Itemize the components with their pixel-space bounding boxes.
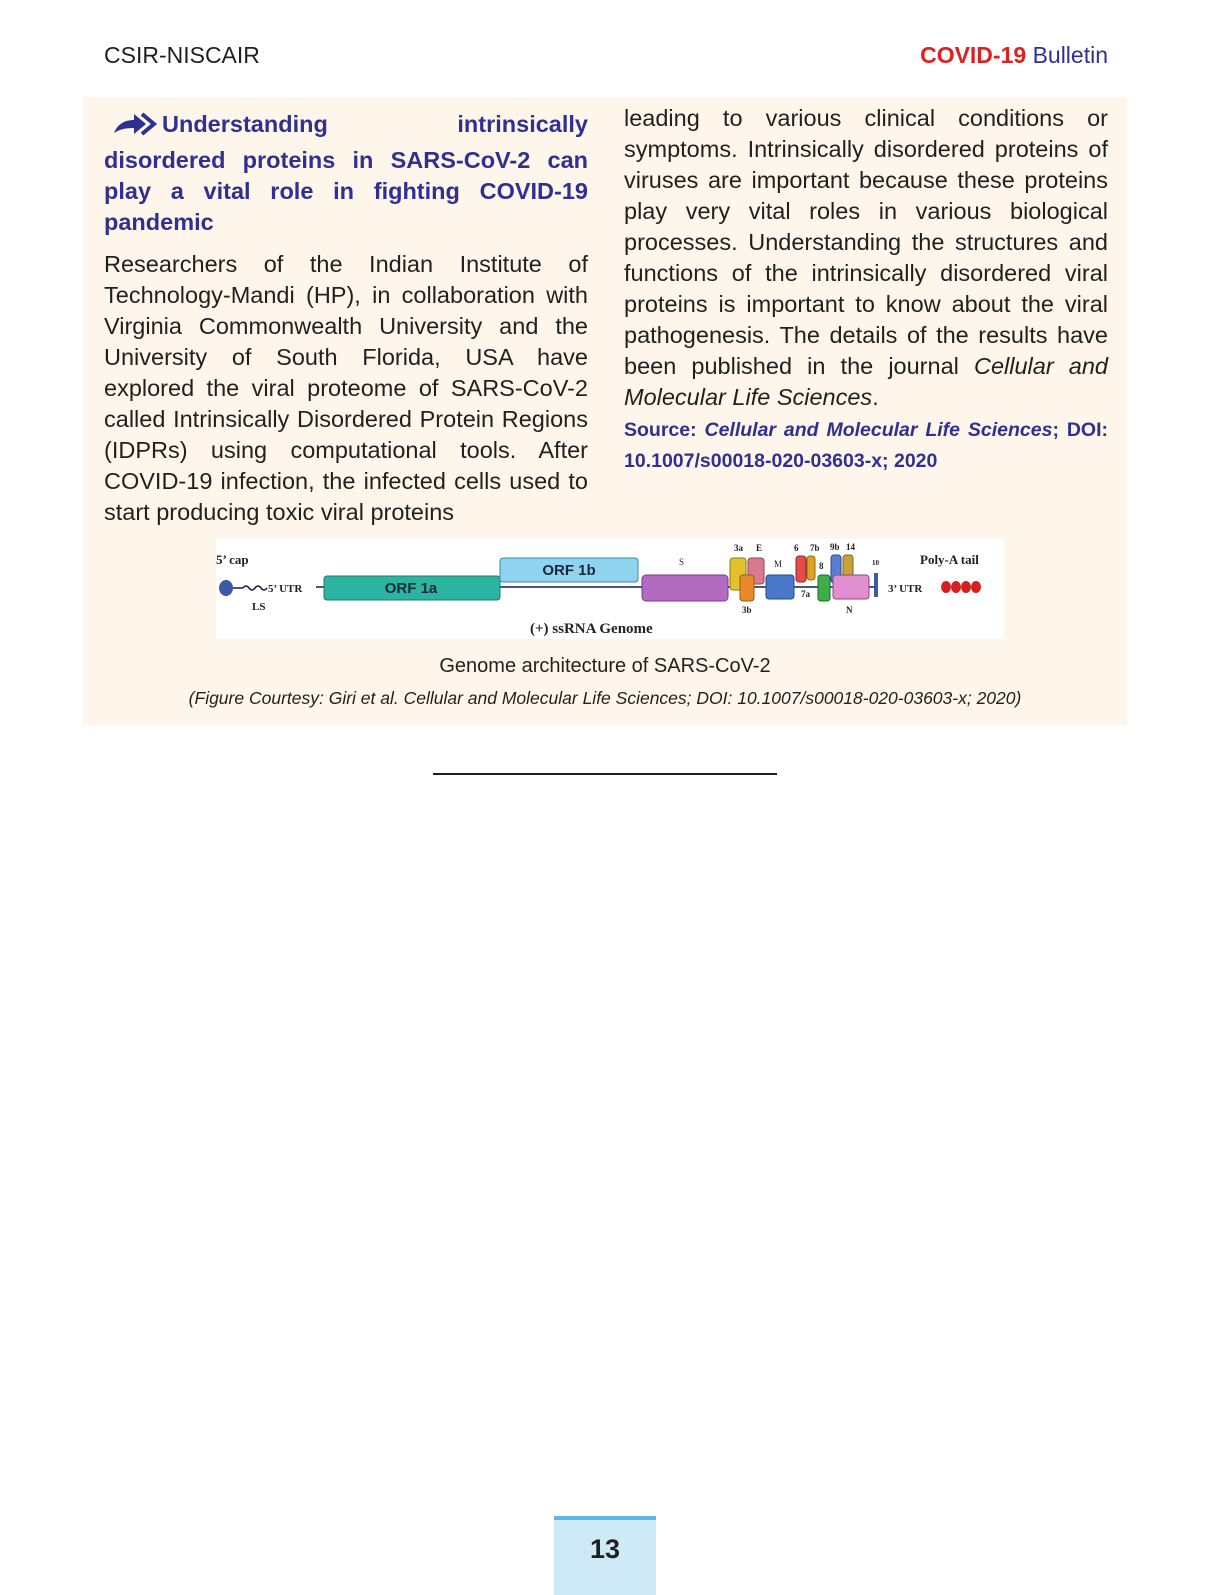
polya-bead-3 <box>961 581 971 593</box>
figure-courtesy: (Figure Courtesy: Giri et al. Cellular and Molecular Life Sciences; DOI: 10.1007/s00018-020-03603-x; 2020) <box>188 688 1022 708</box>
journal-end: . <box>872 384 879 410</box>
source-citation <box>624 415 1108 477</box>
label-7b: 7b <box>810 543 820 553</box>
gene-m <box>766 575 794 599</box>
label-s: S <box>679 557 685 567</box>
label-polya: Poly-A tail <box>920 552 979 567</box>
label-3a: 3a <box>734 543 743 553</box>
genome-figure <box>216 539 1004 639</box>
article-title: Understanding intrinsically disordered proteins in SARS-CoV-2 can play a vital role in fighting COVID-19 pandemic <box>104 111 588 235</box>
label-5-utr: 5’ UTR <box>268 583 303 595</box>
double-arrow-icon <box>112 111 158 145</box>
label-14: 14 <box>846 542 855 552</box>
label-10: 10 <box>872 559 879 567</box>
label-5-cap: 5’ cap <box>216 552 249 567</box>
header-bulletin-label: Bulletin <box>1032 42 1108 68</box>
label-ls: LS <box>252 601 266 613</box>
gene-3b <box>740 575 754 601</box>
section-divider <box>433 773 777 775</box>
polya-bead-4 <box>971 581 981 593</box>
article-right-column <box>624 103 1108 477</box>
source-sep: ; <box>1052 419 1059 441</box>
source-doi: DOI: 10.1007/s00018-020-03603-x; 2020 <box>624 419 1109 472</box>
label-3b: 3b <box>742 605 752 615</box>
gene-8 <box>818 575 830 601</box>
label-orf1b: ORF 1b <box>542 562 596 579</box>
label-8: 8 <box>819 561 824 571</box>
gene-7b <box>807 556 815 580</box>
label-n: N <box>846 605 853 615</box>
gene-n <box>833 575 869 599</box>
polya-bead-2 <box>951 581 961 593</box>
source-label: Source: <box>624 419 697 441</box>
source-journal: Cellular and Molecular Life Sciences <box>704 419 1053 441</box>
header-publisher: CSIR-NISCAIR <box>104 42 260 68</box>
gene-6 <box>796 556 806 582</box>
label-e: E <box>756 543 763 553</box>
cap-circle <box>219 580 233 596</box>
article-title-block <box>104 109 588 238</box>
header-bulletin-title <box>920 42 1108 69</box>
label-6: 6 <box>794 543 799 553</box>
label-orf1a: ORF 1a <box>384 580 438 597</box>
header-covid-label: COVID-19 <box>920 42 1027 68</box>
article-left-column <box>104 109 588 528</box>
genome-diagram <box>216 539 1004 639</box>
gene-s <box>642 575 728 601</box>
page-number: 13 <box>589 1534 621 1564</box>
polya-bead-1 <box>941 581 951 593</box>
label-m: M <box>774 559 783 569</box>
label-7a: 7a <box>801 589 810 599</box>
label-9b: 9b <box>830 542 840 552</box>
page-number-box <box>554 1516 656 1595</box>
article-right-paragraph <box>624 103 1108 413</box>
journal-name: Cellular and Molecular Life Sciences <box>624 353 1108 410</box>
label-3-utr: 3’ UTR <box>888 583 923 595</box>
gene-10 <box>874 573 878 597</box>
label-genome: (+) ssRNA Genome <box>530 621 653 637</box>
article-left-paragraph: Researchers of the Indian Institute of Technology-Mandi (HP), in collaboration with Virginia Commonwealth University and the University of South Florida, USA have explored the viral proteome of SARS-CoV-2 called Intrinsically Disordered Protein Regions (IDPRs) using computational tools. After COVID-19 infection, the infected cells used to start producing toxic viral proteins <box>104 251 588 525</box>
article-right-text: leading to various clinical conditions or symptoms. Intrinsically disordered proteins of viruses are important because these proteins play very vital roles in various biological processes. Understanding the structures and functions of the intrinsically disordered viral proteins is important to know about the viral pathogenesis. The details of the results have been published in the journal <box>624 105 1108 379</box>
figure-caption: Genome architecture of SARS-CoV-2 <box>439 655 771 677</box>
